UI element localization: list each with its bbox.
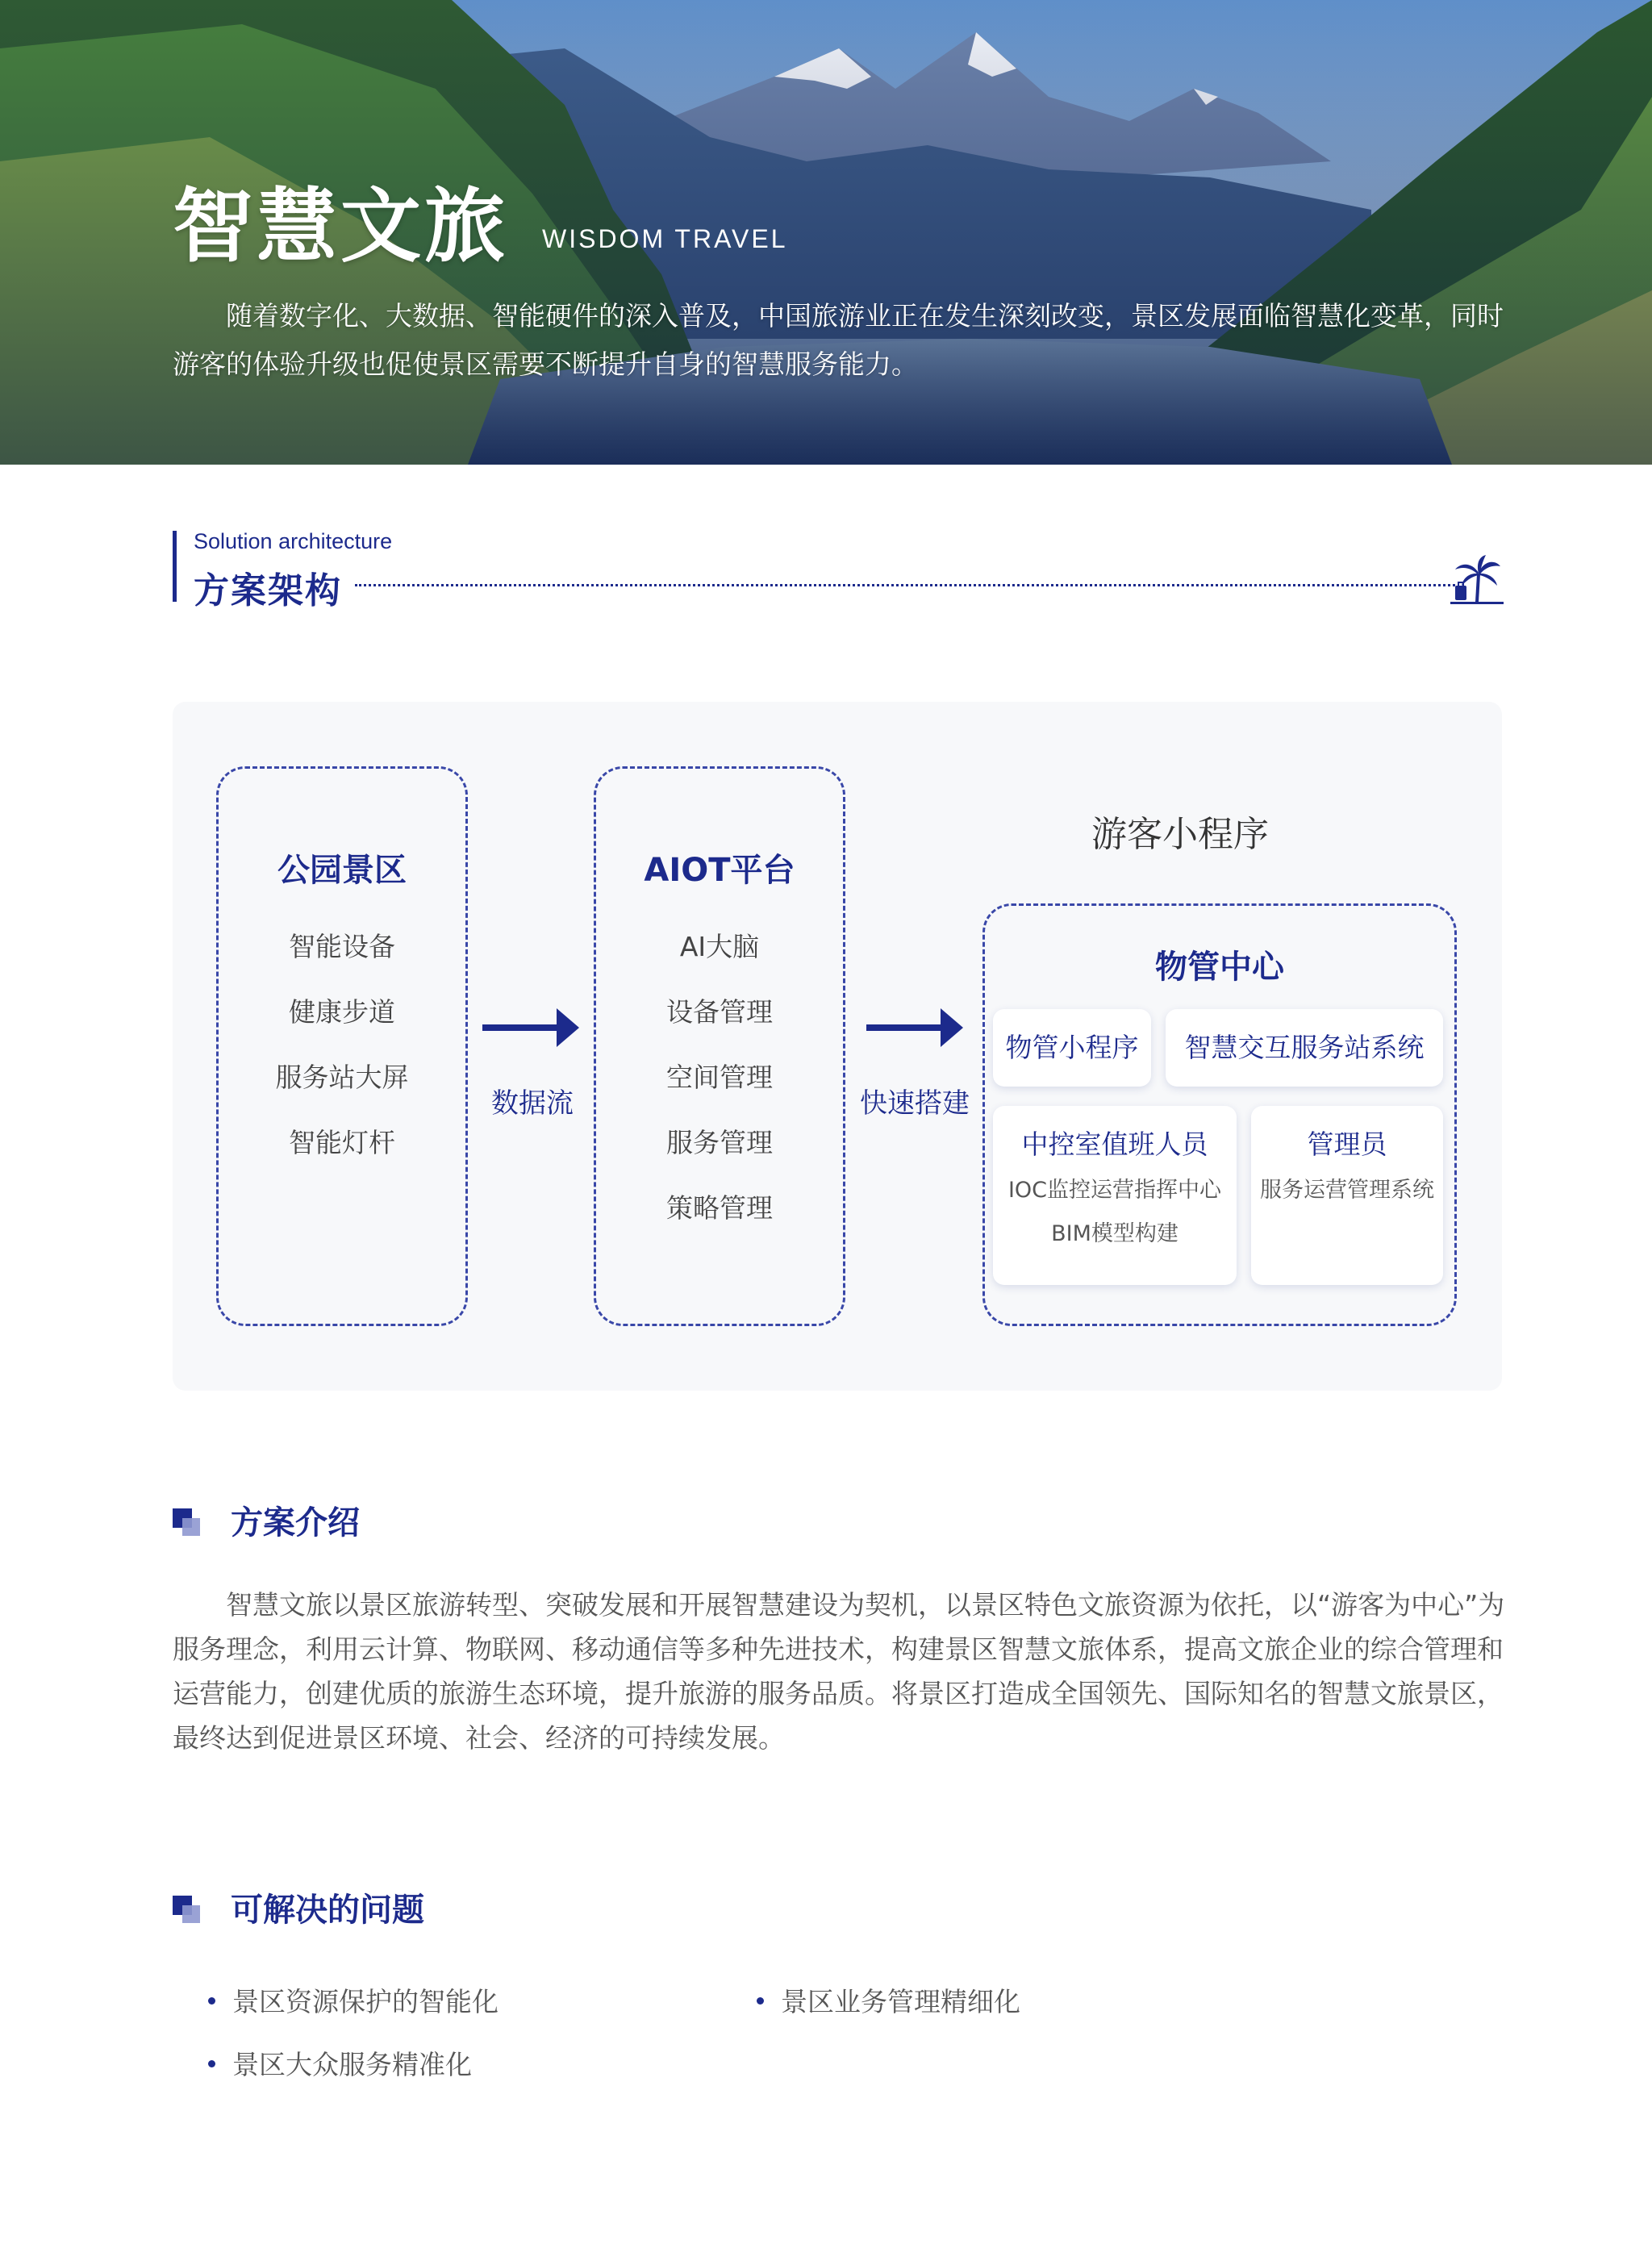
property-center-box bbox=[982, 903, 1457, 1326]
heading-square-icon bbox=[182, 1905, 200, 1923]
list-item: 智能灯杆 bbox=[289, 1127, 395, 1158]
hero-description: 随着数字化、大数据、智能硬件的深入普及，中国旅游业正在发生深刻改变，景区发展面临智慧化变革，同时游客的体验升级也促使景区需要不断提升自身的智慧服务能力。 bbox=[173, 300, 1504, 380]
hero-title: 智慧文旅 bbox=[173, 179, 508, 273]
card-line: 服务运营管理系统 bbox=[1260, 1178, 1434, 1203]
control-room-card bbox=[993, 1106, 1237, 1285]
data-flow-label: 数据流 bbox=[491, 1087, 574, 1120]
list-item: 智能设备 bbox=[289, 931, 395, 962]
list-item: 设备管理 bbox=[666, 996, 773, 1028]
list-item: 策略管理 bbox=[666, 1192, 773, 1224]
intro-body: 智慧文旅以景区旅游转型、突破发展和开展智慧建设为契机，以景区特色文旅资源为依托，以“游客为中心”为服务理念，利用云计算、物联网、移动通信等多种先进技术，构建景区智慧文旅体系，提高文旅企业的综合管理和运营能力，创建优质的旅游生态环境，提升旅游的服务品质。将景区打造成全国领先、国际知名的智慧文旅景区，最终达到促进景区环境、社会、经济的可持续发展。 bbox=[173, 1589, 1505, 1754]
list-item: 服务管理 bbox=[666, 1127, 773, 1158]
quick-build-label: 快速搭建 bbox=[860, 1087, 970, 1120]
card-title: 智慧交互服务站系统 bbox=[1184, 1032, 1425, 1063]
intro-title: 方案介绍 bbox=[231, 1504, 360, 1542]
list-item: 景区资源保护的智能化 bbox=[232, 1981, 499, 2019]
park-scenic-column bbox=[216, 766, 468, 1326]
hero-subtitle: WISDOM TRAVEL bbox=[542, 224, 788, 253]
park-scenic-title: 公园景区 bbox=[277, 852, 407, 889]
dotted-divider bbox=[355, 584, 1455, 586]
aiot-platform-column bbox=[594, 766, 845, 1326]
problems-title: 可解决的问题 bbox=[231, 1892, 424, 1929]
card-line: IOC监控运营指挥中心 bbox=[1007, 1178, 1222, 1203]
interactive-service-station-card bbox=[1166, 1009, 1443, 1087]
list-item: 服务站大屏 bbox=[275, 1062, 409, 1093]
aiot-platform-title: AIOT平台 bbox=[644, 852, 795, 889]
list-item: 健康步道 bbox=[289, 996, 395, 1028]
section-title-en: Solution architecture bbox=[194, 529, 393, 553]
administrator-card bbox=[1251, 1106, 1443, 1285]
card-line: BIM模型构建 bbox=[1051, 1221, 1179, 1246]
arrow-right-icon bbox=[482, 1005, 581, 1050]
hero-banner bbox=[0, 0, 1652, 465]
card-title: 中控室值班人员 bbox=[1021, 1128, 1208, 1160]
list-item: AI大脑 bbox=[679, 931, 760, 962]
heading-square-icon bbox=[182, 1518, 200, 1536]
section-header bbox=[173, 529, 1504, 611]
aiot-platform-list bbox=[596, 914, 843, 1241]
architecture-diagram bbox=[173, 702, 1502, 1391]
list-item: 景区大众服务精准化 bbox=[232, 2044, 472, 2082]
property-center-title: 物管中心 bbox=[1155, 949, 1284, 986]
visitor-mini-program-title: 游客小程序 bbox=[1091, 814, 1269, 855]
section-title-cn: 方案架构 bbox=[194, 570, 342, 611]
palm-tree-icon bbox=[1449, 553, 1505, 605]
list-item: 景区业务管理精细化 bbox=[781, 1981, 1020, 2019]
card-title: 管理员 bbox=[1307, 1128, 1387, 1160]
property-mini-program-card bbox=[993, 1009, 1151, 1087]
arrow-right-icon bbox=[866, 1005, 965, 1050]
problems-list bbox=[194, 1981, 1404, 2110]
section-accent-bar bbox=[173, 531, 177, 602]
card-title: 物管小程序 bbox=[1005, 1032, 1139, 1063]
list-item: 空间管理 bbox=[666, 1062, 773, 1093]
park-scenic-list bbox=[219, 914, 465, 1175]
